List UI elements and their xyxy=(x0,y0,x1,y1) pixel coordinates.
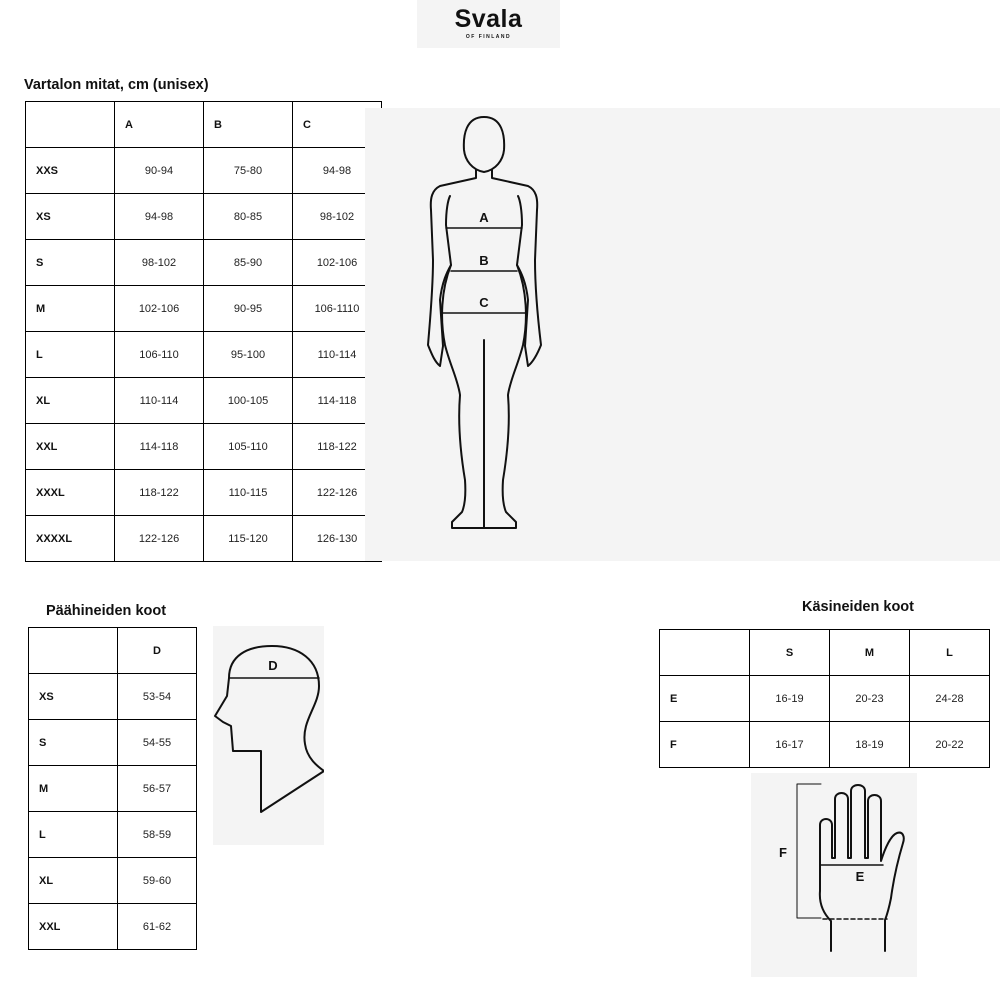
figure-label-d: D xyxy=(268,658,278,673)
column-header-a: A xyxy=(115,102,204,148)
measure-b: 90-95 xyxy=(204,286,293,332)
size-label: XXXXL xyxy=(26,516,115,562)
glove-sizes-title: Käsineiden koot xyxy=(802,599,914,615)
measure-d: 53-54 xyxy=(118,674,197,720)
measure-c: 110-114 xyxy=(293,332,382,378)
measure-b: 80-85 xyxy=(204,194,293,240)
table-row xyxy=(26,240,382,286)
head-figure-panel xyxy=(213,626,324,845)
column-header-c: C xyxy=(293,102,382,148)
table-header-row xyxy=(29,628,197,674)
body-figure-panel xyxy=(365,108,1000,561)
hand-figure-illustration xyxy=(751,773,917,977)
measure-c: 126-130 xyxy=(293,516,382,562)
table-row xyxy=(29,812,197,858)
table-row xyxy=(660,722,990,768)
table-row xyxy=(29,720,197,766)
measure-a: 114-118 xyxy=(115,424,204,470)
measure-a: 102-106 xyxy=(115,286,204,332)
measure-d: 58-59 xyxy=(118,812,197,858)
size-label: L xyxy=(26,332,115,378)
measure-c: 114-118 xyxy=(293,378,382,424)
size-label: M xyxy=(29,766,118,812)
measure-s: 16-17 xyxy=(750,722,830,768)
measure-l: 20-22 xyxy=(910,722,990,768)
measure-a: 110-114 xyxy=(115,378,204,424)
column-header-b: B xyxy=(204,102,293,148)
measure-b: 95-100 xyxy=(204,332,293,378)
measure-c: 118-122 xyxy=(293,424,382,470)
figure-label-a: A xyxy=(479,210,489,225)
measure-c: 122-126 xyxy=(293,470,382,516)
size-label: XXL xyxy=(26,424,115,470)
head-size-table xyxy=(28,627,197,950)
measure-b: 85-90 xyxy=(204,240,293,286)
figure-label-b: B xyxy=(479,253,489,268)
column-header-m: M xyxy=(830,630,910,676)
table-corner-cell xyxy=(29,628,118,674)
logo-subtitle: OF FINLAND xyxy=(465,34,512,40)
table-row xyxy=(26,148,382,194)
size-label: XL xyxy=(26,378,115,424)
measure-label: F xyxy=(660,722,750,768)
table-row xyxy=(660,676,990,722)
measure-c: 98-102 xyxy=(293,194,382,240)
table-row xyxy=(26,470,382,516)
table-corner-cell xyxy=(660,630,750,676)
table-row xyxy=(29,674,197,720)
measure-b: 115-120 xyxy=(204,516,293,562)
column-header-d: D xyxy=(118,628,197,674)
hand-figure-panel xyxy=(751,773,917,977)
size-label: XXS xyxy=(26,148,115,194)
table-row xyxy=(26,516,382,562)
table-row xyxy=(26,194,382,240)
logo-brand-text: Svala xyxy=(454,5,523,33)
table-row xyxy=(26,286,382,332)
column-header-l: L xyxy=(910,630,990,676)
glove-size-table xyxy=(659,629,990,768)
size-label: L xyxy=(29,812,118,858)
measure-b: 110-115 xyxy=(204,470,293,516)
measure-a: 106-110 xyxy=(115,332,204,378)
head-sizes-title: Päähineiden koot xyxy=(46,603,167,619)
figure-label-f: F xyxy=(779,845,787,860)
measure-m: 18-19 xyxy=(830,722,910,768)
measure-label: E xyxy=(660,676,750,722)
table-header-row xyxy=(26,102,382,148)
size-label: S xyxy=(29,720,118,766)
table-row xyxy=(29,766,197,812)
measure-b: 105-110 xyxy=(204,424,293,470)
table-header-row xyxy=(660,630,990,676)
measure-b: 100-105 xyxy=(204,378,293,424)
size-label: S xyxy=(26,240,115,286)
table-corner-cell xyxy=(26,102,115,148)
measure-a: 122-126 xyxy=(115,516,204,562)
measure-a: 118-122 xyxy=(115,470,204,516)
size-label: XS xyxy=(29,674,118,720)
body-figure-illustration xyxy=(365,108,1000,561)
size-label: XXXL xyxy=(26,470,115,516)
measure-s: 16-19 xyxy=(750,676,830,722)
measure-b: 75-80 xyxy=(204,148,293,194)
figure-label-c: C xyxy=(479,295,489,310)
body-measurements-title: Vartalon mitat, cm (unisex) xyxy=(24,77,209,93)
measure-d: 56-57 xyxy=(118,766,197,812)
measure-c: 102-106 xyxy=(293,240,382,286)
brand-logo xyxy=(417,0,560,48)
head-figure-illustration xyxy=(213,626,324,845)
table-row xyxy=(26,332,382,378)
measure-c: 106-1110 xyxy=(293,286,382,332)
measure-a: 90-94 xyxy=(115,148,204,194)
table-row xyxy=(26,378,382,424)
measure-m: 20-23 xyxy=(830,676,910,722)
figure-label-e: E xyxy=(855,869,865,884)
size-label: XS xyxy=(26,194,115,240)
measure-l: 24-28 xyxy=(910,676,990,722)
measure-c: 94-98 xyxy=(293,148,382,194)
table-row xyxy=(29,904,197,950)
size-label: M xyxy=(26,286,115,332)
table-row xyxy=(26,424,382,470)
size-label: XXL xyxy=(29,904,118,950)
measure-d: 54-55 xyxy=(118,720,197,766)
table-row xyxy=(29,858,197,904)
size-label: XL xyxy=(29,858,118,904)
column-header-s: S xyxy=(750,630,830,676)
measure-d: 61-62 xyxy=(118,904,197,950)
measure-a: 94-98 xyxy=(115,194,204,240)
body-size-table xyxy=(25,101,382,562)
measure-d: 59-60 xyxy=(118,858,197,904)
measure-a: 98-102 xyxy=(115,240,204,286)
